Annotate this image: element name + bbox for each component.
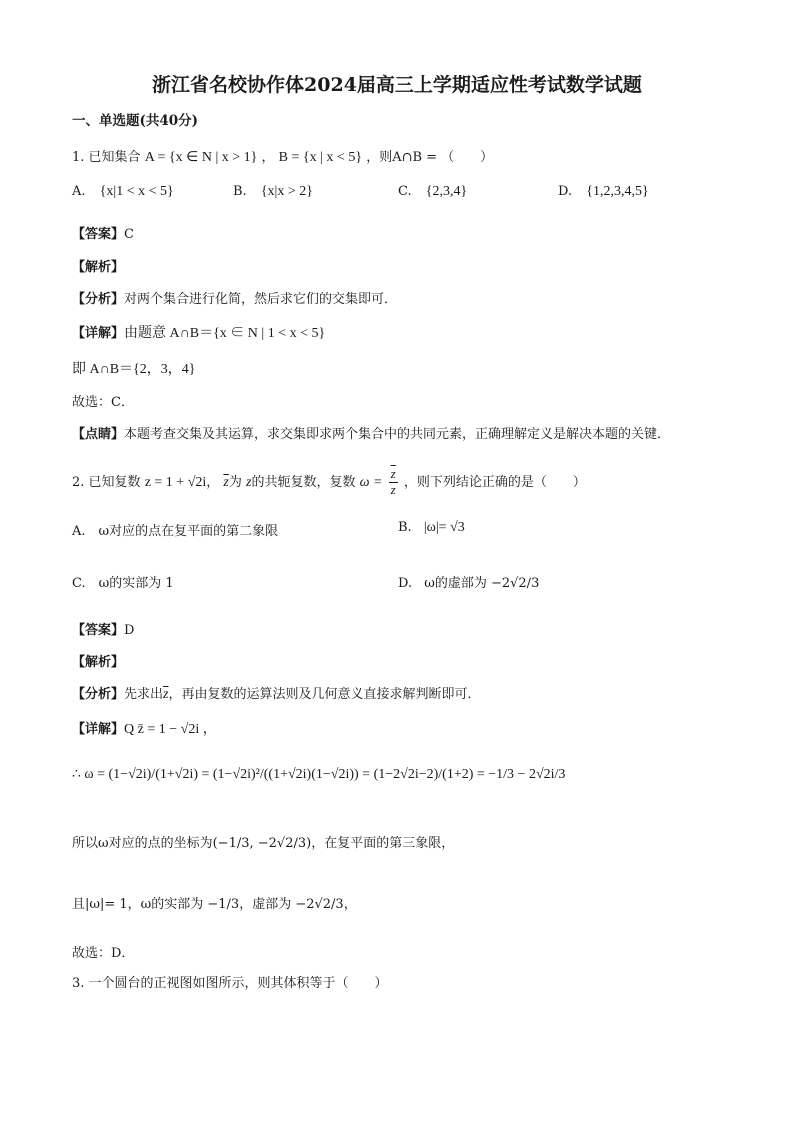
section-heading: 一、单选题(共40分): [72, 113, 199, 129]
q1-answer: 【答案】C: [72, 227, 134, 242]
q1-set-b: B = {x | x < 5}: [278, 150, 363, 165]
q2-z-definition: z = 1 + √2i: [144, 474, 207, 490]
q1-option-a: A. {x|1 < x < 5}: [72, 184, 174, 199]
q1-analysis-tag: 【解析】: [72, 260, 125, 275]
page-title: 浙江省名校协作体2024届高三上学期适应性考试数学试题: [152, 74, 642, 96]
q1-xiangjie: 【详解】由题意 A∩B＝{x ∈ N | 1 < x < 5}: [72, 326, 326, 341]
q1-stem-suffix: ，则A∩B = （ ）: [366, 150, 494, 165]
q2-option-a: A. ω对应的点在复平面的第二象限: [72, 524, 279, 539]
q3-stem: 3. 一个圆台的正视图如图所示，则其体积等于（ ）: [72, 976, 388, 991]
q2-choice-line: 故选：D．: [72, 946, 135, 961]
q2-option-c: C. ω的实部为 1: [72, 576, 174, 591]
q1-fenxi: 【分析】对两个集合进行化简，然后求它们的交集即可．: [72, 292, 398, 307]
q1-option-b: B. {x|x > 2}: [233, 184, 313, 199]
q1-set-a: A = {x ∈ N | x > 1}: [144, 150, 258, 165]
q1-stem-prefix: 1. 已知集合: [72, 150, 141, 165]
q2-omega-fraction: $\frac{\overline{z}}{z}$: [390, 466, 396, 497]
q2-fenxi: 【分析】先求出$\overline{z}$，再由复数的运算法则及几何意义直接求解判断即可．: [72, 687, 481, 702]
q2-analysis-tag: 【解析】: [72, 655, 125, 670]
q1-result-line: 即 A∩B＝{2，3，4}: [72, 362, 196, 377]
q1-dianjing: 【点睛】本题考查交集及其运算，求交集即求两个集合中的共同元素，正确理解定义是解决本题的关键．: [72, 427, 671, 442]
q2-omega-derivation: ∴ ω = (1−√2i)/(1+√2i) = (1−√2i)²/((1+√2i)(1−√2i)) = (1−2√2i−2)/(1+2) = −1/3 − 2√2i/3: [72, 767, 566, 782]
q2-stem: 2. 已知复数 z = 1 + √2i， $\overline{z}$为 z的共轭复数，复数 ω = $\frac{\overline{z}}{z}$ ，则下列结论正确的是（ ）: [72, 466, 586, 497]
q2-xiangjie: 【详解】Q z̄ = 1 − √2i ，: [72, 722, 217, 737]
q2-omega-def: ω =: [359, 474, 383, 490]
q2-option-d: D. ω的虚部为 −2√2/3: [398, 576, 540, 591]
q1-option-c: C. {2,3,4}: [398, 184, 468, 199]
q2-modulus-line: 且|ω|= 1，ω的实部为 −1/3，虚部为 −2√2/3，: [72, 897, 357, 912]
q1-option-d: D. {1,2,3,4,5}: [558, 184, 649, 199]
q2-z-conjugate: $\overline{z}$: [223, 474, 229, 490]
q1-stem: 1. 已知集合 A = {x ∈ N | x > 1} ， B = {x | x < 5} ，则A∩B = （ ）: [72, 150, 494, 165]
q2-option-b: B. |ω|= √3: [398, 520, 465, 535]
q1-choice-line: 故选：C．: [72, 395, 134, 410]
q2-answer: 【答案】D: [72, 623, 135, 638]
q2-coordinate-line: 所以ω对应的点的坐标为(−1/3, −2√2/3)，在复平面的第三象限，: [72, 836, 455, 851]
